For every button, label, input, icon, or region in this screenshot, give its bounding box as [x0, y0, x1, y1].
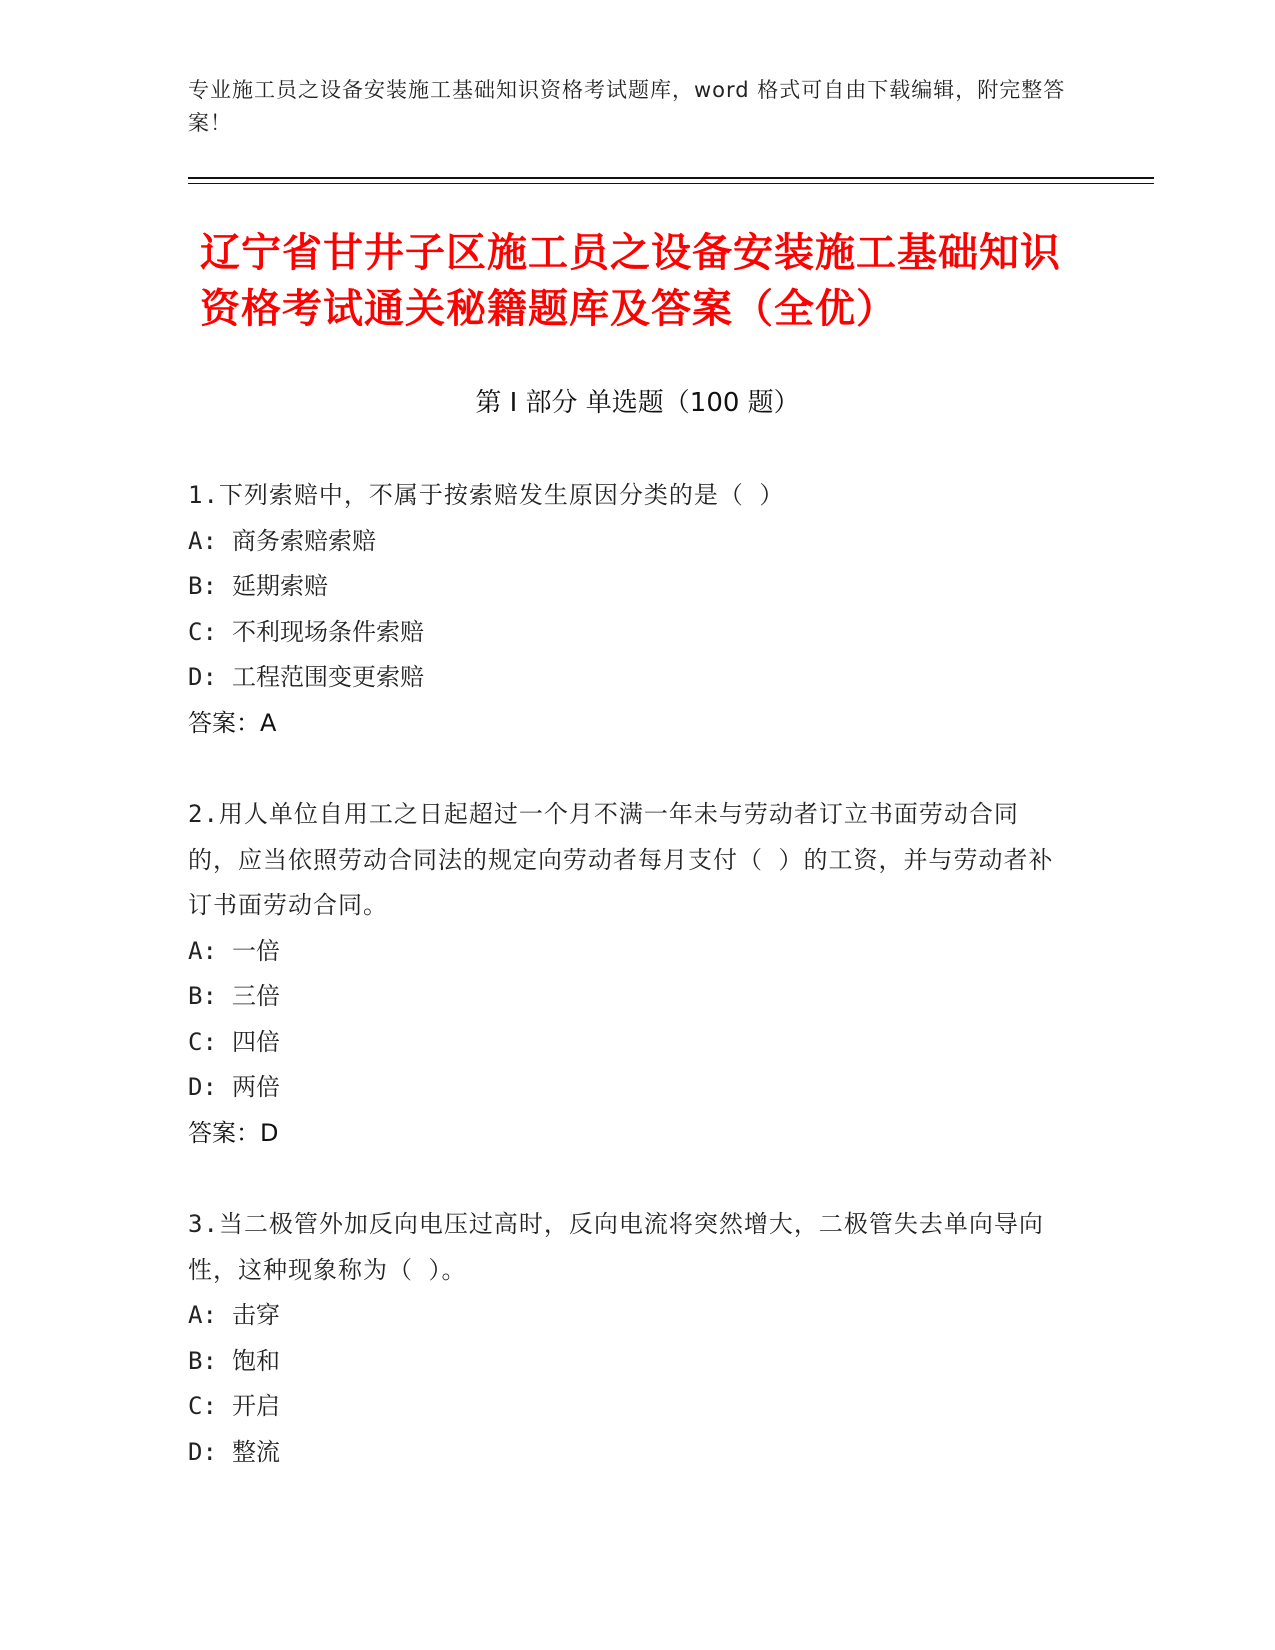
question-list — [188, 473, 1068, 1521]
option-text: 不利现场条件索赔 — [232, 617, 424, 646]
option-letter: D: — [188, 1073, 217, 1101]
option-text: 商务索赔索赔 — [232, 526, 376, 555]
option-text: 饱和 — [232, 1346, 280, 1375]
option-letter: B: — [188, 982, 217, 1010]
question-stem: 3.当二极管外加反向电压过高时，反向电流将突然增大，二极管失去单向导向性，这种现象称为（ ）。 — [188, 1210, 1044, 1284]
option-letter: A: — [188, 936, 217, 965]
question-item — [188, 792, 1068, 1156]
answer-option — [188, 1293, 1068, 1339]
question-item — [188, 473, 1068, 746]
correct-answer: 答案：D — [188, 1118, 279, 1147]
document-title: 辽宁省甘井子区施工员之设备安装施工基础知识资格考试通关秘籍题库及答案（全优） — [200, 230, 1061, 332]
answer-option — [188, 519, 1068, 565]
option-text: 工程范围变更索赔 — [232, 663, 424, 691]
option-letter: C: — [188, 1027, 217, 1056]
option-text: 三倍 — [232, 982, 280, 1010]
option-text: 整流 — [232, 1437, 280, 1466]
answer-option — [188, 1339, 1068, 1385]
answer-option — [188, 1020, 1068, 1066]
correct-answer: 答案：A — [188, 708, 277, 737]
option-text: 开启 — [232, 1392, 280, 1420]
question-stem: 1.下列索赔中，不属于按索赔发生原因分类的是（ ） — [188, 481, 785, 509]
header-divider-thick — [188, 177, 1154, 179]
option-letter: B: — [188, 1346, 217, 1375]
option-letter: A: — [188, 1301, 217, 1329]
option-letter: D: — [188, 663, 217, 691]
answer-option — [188, 974, 1068, 1020]
option-text: 击穿 — [232, 1301, 280, 1329]
answer-option — [188, 1430, 1068, 1476]
option-letter: B: — [188, 572, 217, 600]
option-letter: C: — [188, 617, 217, 646]
question-stem: 2.用人单位自用工之日起超过一个月不满一年未与劳动者订立书面劳动合同的，应当依照劳动合同法的规定向劳动者每月支付（ ）的工资，并与劳动者补订书面劳动合同。 — [188, 800, 1054, 919]
option-letter: A: — [188, 526, 217, 555]
option-text: 一倍 — [232, 936, 280, 965]
option-letter: D: — [188, 1437, 217, 1466]
answer-option — [188, 655, 1068, 701]
answer-option — [188, 929, 1068, 975]
header-note: 专业施工员之设备安装施工基础知识资格考试题库，word 格式可自由下载编辑，附完整答案！ — [188, 78, 1066, 135]
option-letter: C: — [188, 1392, 217, 1420]
option-text: 延期索赔 — [232, 572, 328, 600]
answer-option — [188, 1065, 1068, 1111]
header-divider-thin — [188, 183, 1154, 184]
question-item — [188, 1202, 1068, 1475]
option-text: 四倍 — [232, 1027, 280, 1056]
answer-option — [188, 564, 1068, 610]
answer-option — [188, 610, 1068, 656]
section-title: 第 I 部分 单选题（100 题） — [475, 388, 800, 418]
answer-option — [188, 1384, 1068, 1430]
option-text: 两倍 — [232, 1073, 280, 1101]
